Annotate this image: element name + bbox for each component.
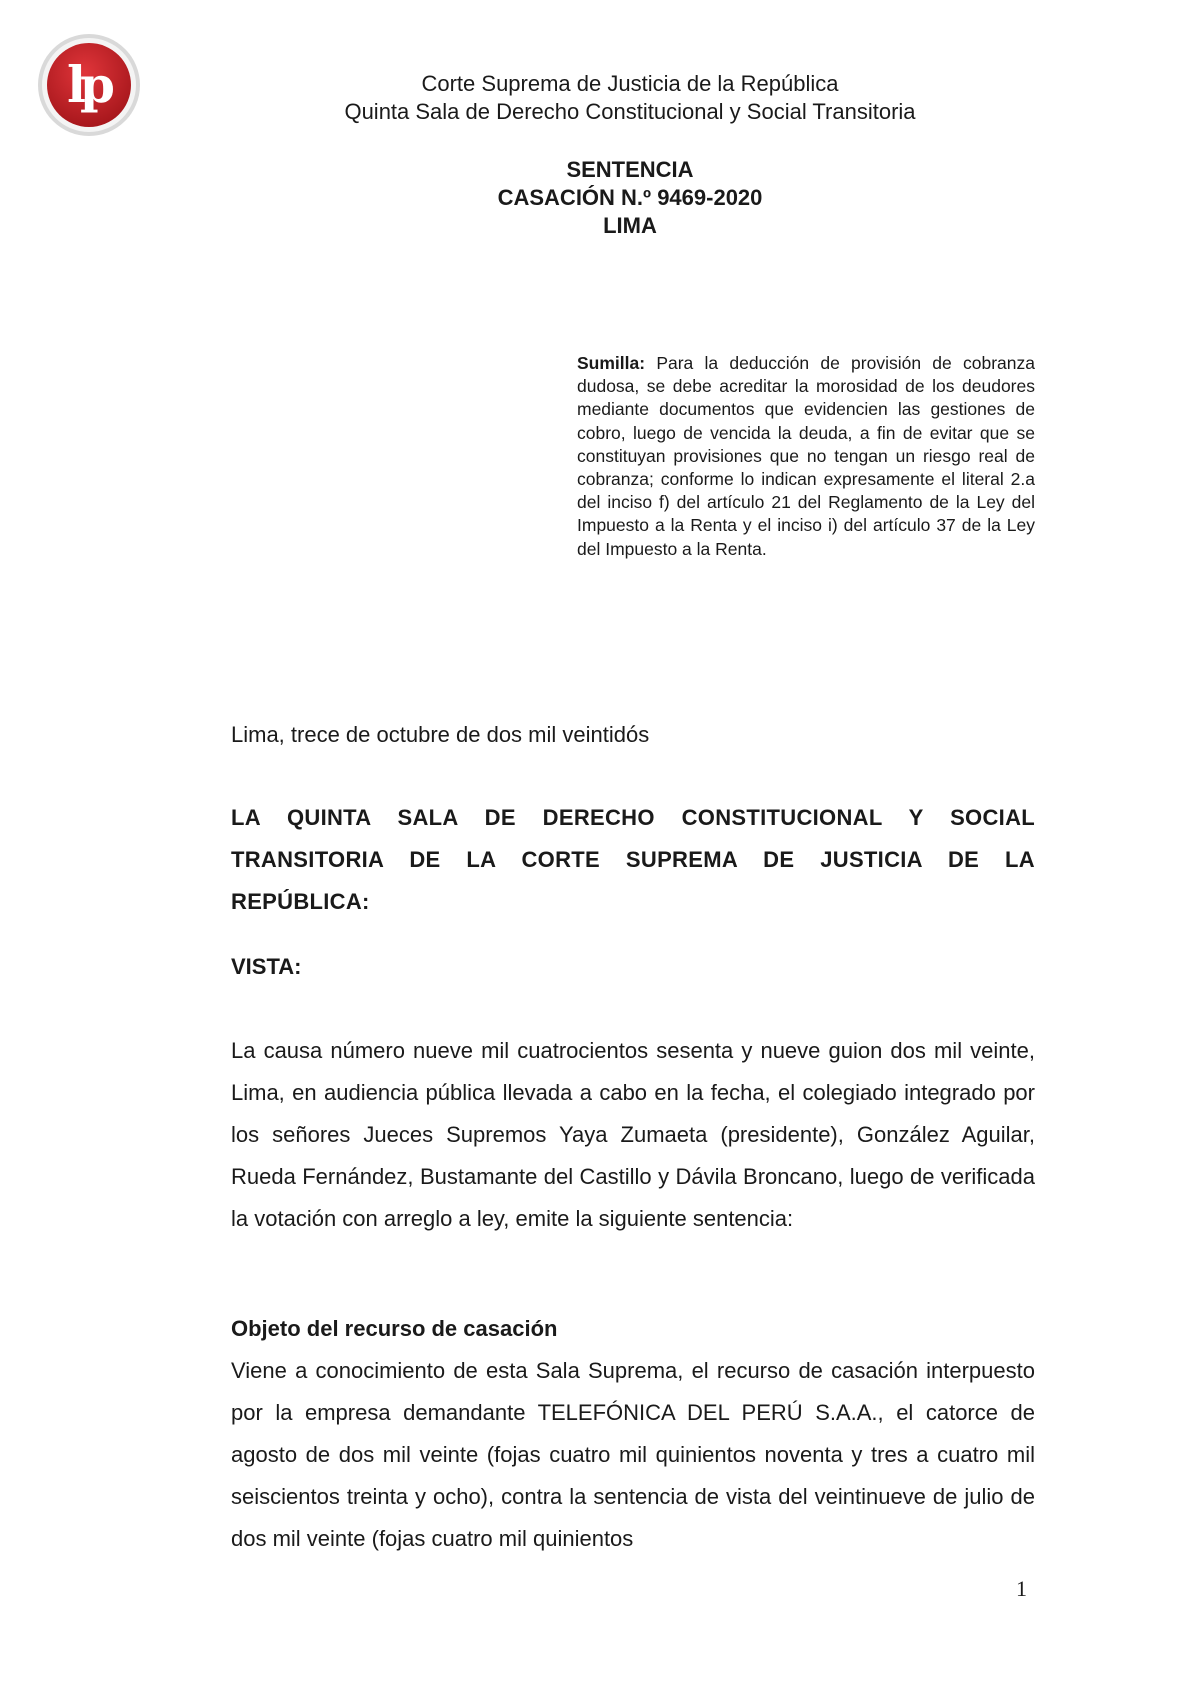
page-number: 1 (1016, 1576, 1027, 1601)
vista-paragraph: La causa número nueve mil cuatrocientos sesenta y nueve guion dos mil veinte, Lima, en audiencia pública llevada a cabo en la fecha, el colegiado integrado por los señores Jueces Supremos Yaya Zumaeta (presidente), González Aguilar, Rueda Fernández, Bustamante del Castillo y Dávila Broncano, luego de verificada la votación con arreglo a ley, emite la siguiente sentencia: (231, 1038, 1035, 1231)
objeto-heading: Objeto del recurso de casación (231, 1316, 558, 1341)
case-header (0, 156, 1200, 240)
sala-heading-line-2: TRANSITORIA DE LA CORTE SUPREMA DE JUSTICIA DE LA (231, 847, 1035, 872)
objeto-paragraph: Viene a conocimiento de esta Sala Suprema, el recurso de casación interpuesto por la empresa demandante TELEFÓNICA DEL PERÚ S.A.A., el catorce de agosto de dos mil veinte (fojas cuatro mil quinientos noventa y tres a cuatro mil seiscientos treinta y ocho), contra la sentencia de vista del veintinueve de julio de dos mil veinte (fojas cuatro mil quinientos (231, 1358, 1035, 1551)
case-city: LIMA (603, 213, 657, 238)
sumilla-block (577, 352, 1035, 561)
sala-heading-line-3: REPÚBLICA: (231, 889, 370, 914)
vista-heading: VISTA: (231, 954, 302, 979)
court-header (0, 70, 1200, 126)
case-number: CASACIÓN N.º 9469-2020 (497, 185, 763, 210)
sala-heading-line-1: LA QUINTA SALA DE DERECHO CONSTITUCIONAL Y SOCIAL (231, 805, 1035, 830)
sala-heading (231, 797, 1035, 923)
document-type: SENTENCIA (566, 157, 694, 182)
court-name: Corte Suprema de Justicia de la República (421, 71, 839, 96)
logo-text: lp (67, 55, 109, 114)
date-line: Lima, trece de octubre de dos mil veintidós (231, 722, 650, 747)
sala-name: Quinta Sala de Derecho Constitucional y Social Transitoria (344, 99, 916, 124)
sumilla-label: Sumilla: (577, 353, 646, 373)
sumilla-text: Para la deducción de provisión de cobranza dudosa, se debe acreditar la morosidad de los deudores mediante documentos que evidencien las gestiones de cobro, luego de vencida la deuda, a fin de evitar que se constituyan provisiones que no tengan un riesgo real de cobranza; conforme lo indican expresamente el literal 2.a del inciso f) del artículo 21 del Reglamento de la Ley del Impuesto a la Renta y el inciso i) del artículo 37 de la Ley del Impuesto a la Renta. (577, 353, 1035, 559)
